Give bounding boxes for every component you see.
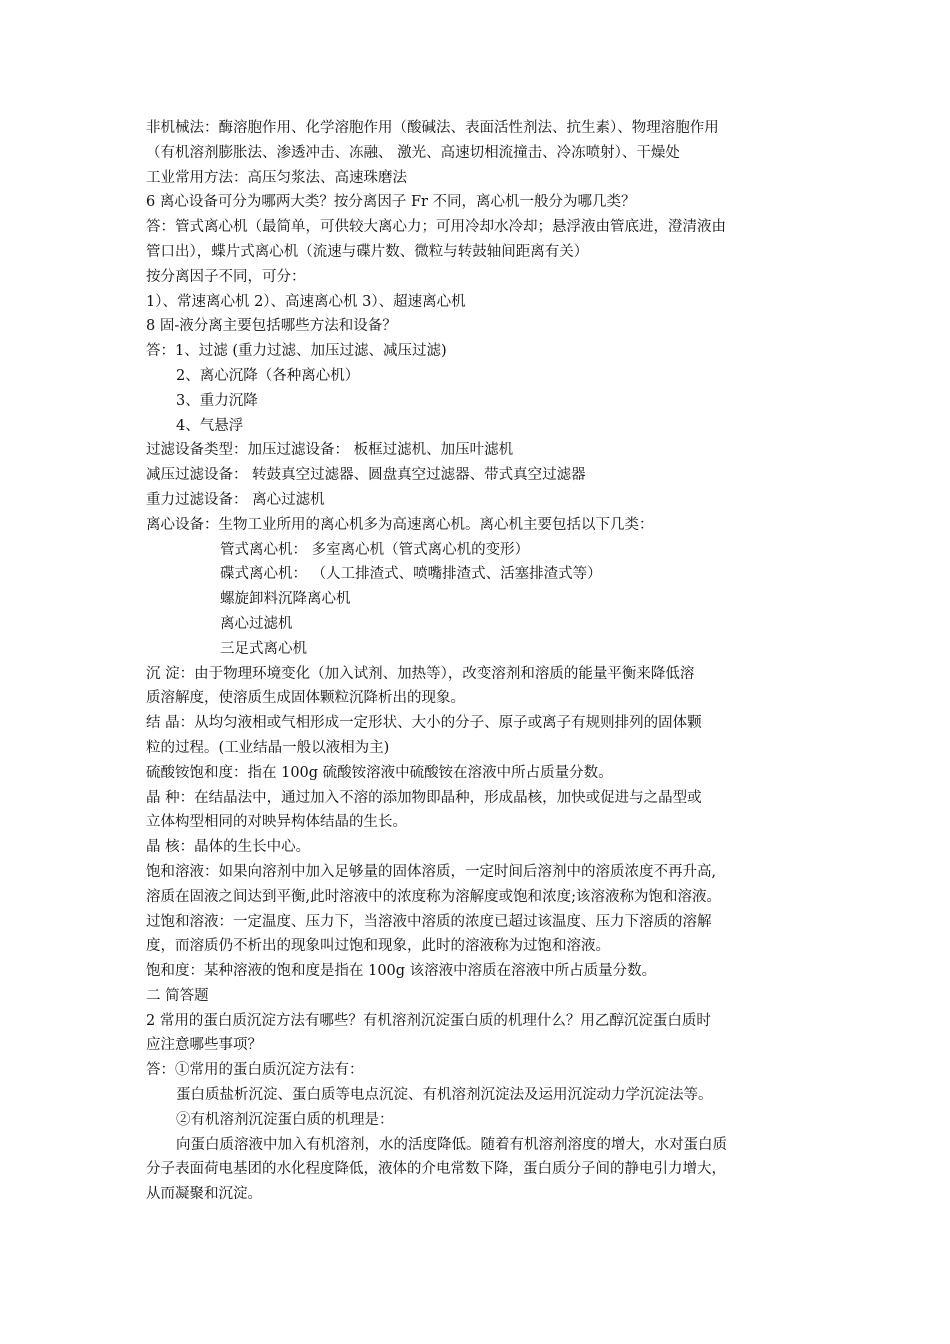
list-item: 2、离心沉降（各种离心机） xyxy=(176,367,360,384)
text-line: 重力过滤设备： 离心过滤机 xyxy=(146,491,325,508)
text-line: 分子表面荷电基团的水化程度降低，液体的介电常数下降，蛋白质分子间的静电引力增大， xyxy=(146,1161,726,1178)
text-line: 按分离因子不同，可分： xyxy=(146,268,306,285)
text-line: 答：①常用的蛋白质沉淀方法有： xyxy=(146,1062,364,1079)
definition-line: 硫酸铵饱和度：指在 100g 硫酸铵溶液中硫酸铵在溶液中所占质量分数。 xyxy=(146,764,613,781)
document-body xyxy=(146,116,810,1207)
text-line: 管口出），蝶片式离心机（流速与碟片数、微粒与转鼓轴间距离有关） xyxy=(146,243,589,260)
list-item: 离心过滤机 xyxy=(220,615,293,632)
list-item: 4、气悬浮 xyxy=(176,417,244,434)
text-line: 非机械法：酶溶胞作用、化学溶胞作用（酸碱法、表面活性剂法、抗生素）、物理溶胞作用 xyxy=(146,120,719,136)
definition-line: 过饱和溶液：一定温度、压力下，当溶液中溶质的浓度已超过该温度、压力下溶质的溶解 xyxy=(146,913,712,930)
list-item: 3、重力沉降 xyxy=(176,392,258,409)
text-line: ②有机溶剂沉淀蛋白质的机理是： xyxy=(176,1111,394,1128)
text-line: 质溶解度，使溶质生成固体颗粒沉降析出的现象。 xyxy=(146,690,465,707)
definition-line: 饱和溶液：如果向溶剂中加入足够量的固体溶质，一定时间后溶剂中的溶质浓度不再升高, xyxy=(146,863,717,880)
definition-line: 晶 核：晶体的生长中心。 xyxy=(146,839,311,856)
list-item: 三足式离心机 xyxy=(220,640,307,657)
definition-line: 晶 种：在结晶法中，通过加入不溶的添加物即晶种，形成晶核，加快或促进与之晶型或 xyxy=(146,789,702,806)
text-line: 粒的过程。(工业结晶一般以液相为主) xyxy=(146,739,390,756)
definition-line: 饱和度：某种溶液的饱和度是指在 100g 该溶液中溶质在溶液中所占质量分数。 xyxy=(146,963,657,980)
text-line: 答：1、过滤 (重力过滤、加压过滤、减压过滤) xyxy=(146,343,447,360)
text-line: （有机溶剂膨胀法、渗透冲击、冻融、 激光、高速切相流撞击、冷冻喷射）、干燥处 xyxy=(146,144,680,161)
definition-line: 沉 淀：由于物理环境变化（加入试剂、加热等），改变溶剂和溶质的能量平衡来降低溶 xyxy=(146,665,695,682)
question-heading: 2 常用的蛋白质沉淀方法有哪些？有机溶剂沉淀蛋白质的机理什么？用乙醇沉淀蛋白质时 xyxy=(146,1012,711,1029)
question-heading: 8 固-液分离主要包括哪些方法和设备？ xyxy=(146,318,397,335)
text-line: 答：管式离心机（最简单，可供较大离心力；可用冷却水冷却；悬浮液由管底进，澄清液由 xyxy=(146,219,726,236)
text-line: 过滤设备类型：加压过滤设备： 板框过滤机、加压叶滤机 xyxy=(146,442,514,459)
text-line: 应注意哪些事项？ xyxy=(146,1037,262,1054)
list-item: 管式离心机： 多室离心机（管式离心机的变形） xyxy=(220,541,530,558)
question-heading: 6 离心设备可分为哪两大类？按分离因子 Fr 不同，离心机一般分为哪几类？ xyxy=(146,194,636,211)
text-line: 工业常用方法：高压匀浆法、高速珠磨法 xyxy=(146,169,407,186)
text-line: 溶质在固液之间达到平衡,此时溶液中的浓度称为溶解度或饱和浓度;该溶液称为饱和溶液。 xyxy=(146,888,721,905)
text-line: 从而凝聚和沉淀。 xyxy=(146,1186,262,1203)
text-line: 减压过滤设备： 转鼓真空过滤器、圆盘真空过滤器、带式真空过滤器 xyxy=(146,467,586,484)
definition-line: 结 晶：从均匀液相或气相形成一定形状、大小的分子、原子或离子有规则排列的固体颗 xyxy=(146,715,702,732)
section-heading: 二 简答题 xyxy=(146,987,209,1004)
text-line: 向蛋白质溶液中加入有机溶剂，水的活度降低。随着有机溶剂溶度的增大，水对蛋白质 xyxy=(176,1136,727,1153)
text-line: 1）、常速离心机 2）、高速离心机 3）、超速离心机 xyxy=(146,293,466,310)
text-line: 立体构型相同的对映异构体结晶的生长。 xyxy=(146,814,407,831)
text-line: 蛋白质盐析沉淀、蛋白质等电点沉淀、有机溶剂沉淀法及运用沉淀动力学沉淀法等。 xyxy=(176,1087,713,1104)
text-line: 离心设备：生物工业所用的离心机多为高速离心机。离心机主要包括以下几类： xyxy=(146,516,654,533)
list-item: 螺旋卸料沉降离心机 xyxy=(220,591,351,608)
text-line: 度，而溶质仍不析出的现象叫过饱和现象，此时的溶液称为过饱和溶液。 xyxy=(146,938,610,955)
list-item: 碟式离心机： （人工排渣式、喷嘴排渣式、活塞排渣式等） xyxy=(220,566,602,583)
